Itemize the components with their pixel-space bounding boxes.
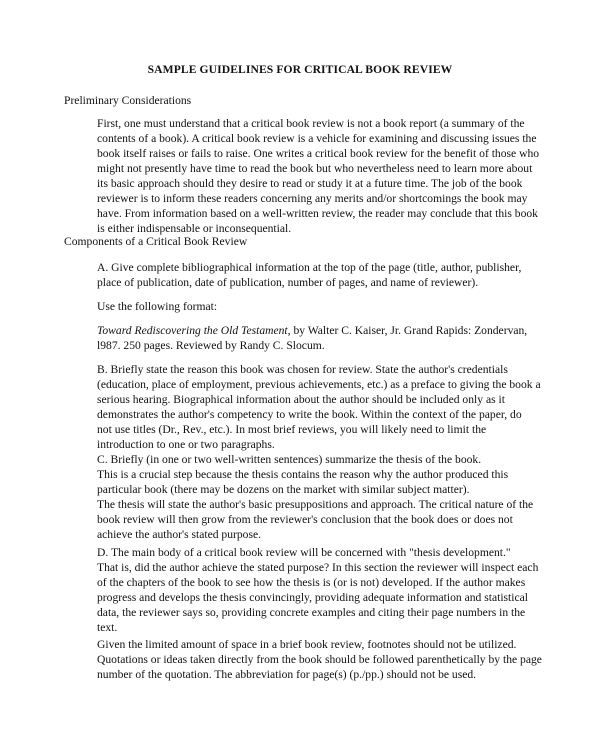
example-citation-line2: l987. 250 pages. Reviewed by Randy C. Slocum. (97, 339, 325, 352)
text-line: Given the limited amount of space in a brief book review, footnotes should not be utilized. (97, 638, 517, 651)
text-line: Quotations or ideas taken directly from the book should be followed parenthetically by the page (97, 653, 542, 666)
text-line: not use titles (Dr., Rev., etc.). In most brief reviews, you will likely need to limit the (97, 423, 487, 436)
text-line: serious hearing. Biographical information about the author should be included only as it (97, 393, 505, 406)
paragraph-component-d (97, 545, 537, 635)
bibliography-example (97, 323, 537, 353)
text-line: This is a crucial step because the thesis contains the reason why the author produced this (97, 468, 509, 481)
paragraph-component-a (97, 260, 537, 290)
text-line: B. Briefly state the reason this book was chosen for review. State the author's credentials (97, 363, 508, 376)
text-line: introduction to one or two paragraphs. (97, 438, 275, 451)
text-line: book review will then grow from the reviewer's conclusion that the book does or does not (97, 513, 513, 526)
paragraph-footnote-guidance (97, 637, 542, 682)
section-heading-preliminary: Preliminary Considerations (64, 94, 192, 107)
text-line: achieve the author's stated purpose. (97, 528, 262, 541)
example-citation-rest: , by Walter C. Kaiser, Jr. Grand Rapids: Zondervan, (287, 324, 528, 337)
text-line: might not presently have time to read the book but who nevertheless need to learn more about (97, 162, 533, 175)
text-line: book itself raises or fails to raise. One writes a critical book review for the benefit of those who (97, 147, 540, 160)
text-line: progress and develops the thesis convincingly, providing adequate information and statistical (97, 591, 529, 604)
text-line: (education, place of employment, previous achievements, etc.) as a preface to giving the book a (97, 378, 541, 391)
text-line: The thesis will state the author's basic presuppositions and approach. The critical nature of the (97, 498, 534, 511)
text-line: place of publication, date of publication, number of pages, and name of reviewer). (97, 276, 479, 289)
text-line: contents of a book). A critical book review is a vehicle for examining and discussing issues the (97, 132, 537, 145)
text-line: particular book (there may be dozens on the market with similar subject matter). (97, 483, 470, 496)
page-title: SAMPLE GUIDELINES FOR CRITICAL BOOK REVIEW (147, 63, 453, 76)
text-line: demonstrates the author's competency to write the book. Within the context of the paper, do (97, 408, 522, 421)
section-heading-components: Components of a Critical Book Review (64, 235, 248, 248)
text-line: have. From information based on a well-written review, the reader may conclude that this book (97, 207, 538, 220)
paragraph-preliminary (97, 116, 540, 236)
text-line: First, one must understand that a critical book review is not a book report (a summary of the (97, 117, 525, 130)
text-line: D. The main body of a critical book review will be concerned with "thesis development." (97, 546, 511, 559)
text-line: its basic approach should they desire to read or study it at a future time. The job of the book (97, 177, 523, 190)
text-line: is either indispensable or inconsequential. (97, 222, 292, 235)
text-line: data, the reviewer says so, providing concrete examples and citing their page numbers in the (97, 606, 526, 619)
format-label: Use the following format: (97, 300, 218, 313)
paragraph-component-c (97, 452, 537, 542)
example-book-title: Toward Rediscovering the Old Testament (97, 324, 288, 337)
text-line: That is, did the author achieve the stated purpose? In this section the reviewer will inspect each (97, 561, 539, 574)
text-line: number of the quotation. The abbreviation for page(s) (p./pp.) should not be used. (97, 668, 477, 681)
text-line: A. Give complete bibliographical information at the top of the page (title, author, publisher, (97, 261, 522, 274)
text-line: reviewer is to inform these readers concerning any merits and/or shortcomings the book may (97, 192, 528, 205)
paragraph-component-b (97, 362, 541, 452)
text-line: of the chapters of the book to see how the thesis is (or is not) developed. If the author makes (97, 576, 526, 589)
text-line: C. Briefly (in one or two well-written sentences) summarize the thesis of the book. (97, 453, 482, 466)
text-line: text. (97, 621, 118, 634)
